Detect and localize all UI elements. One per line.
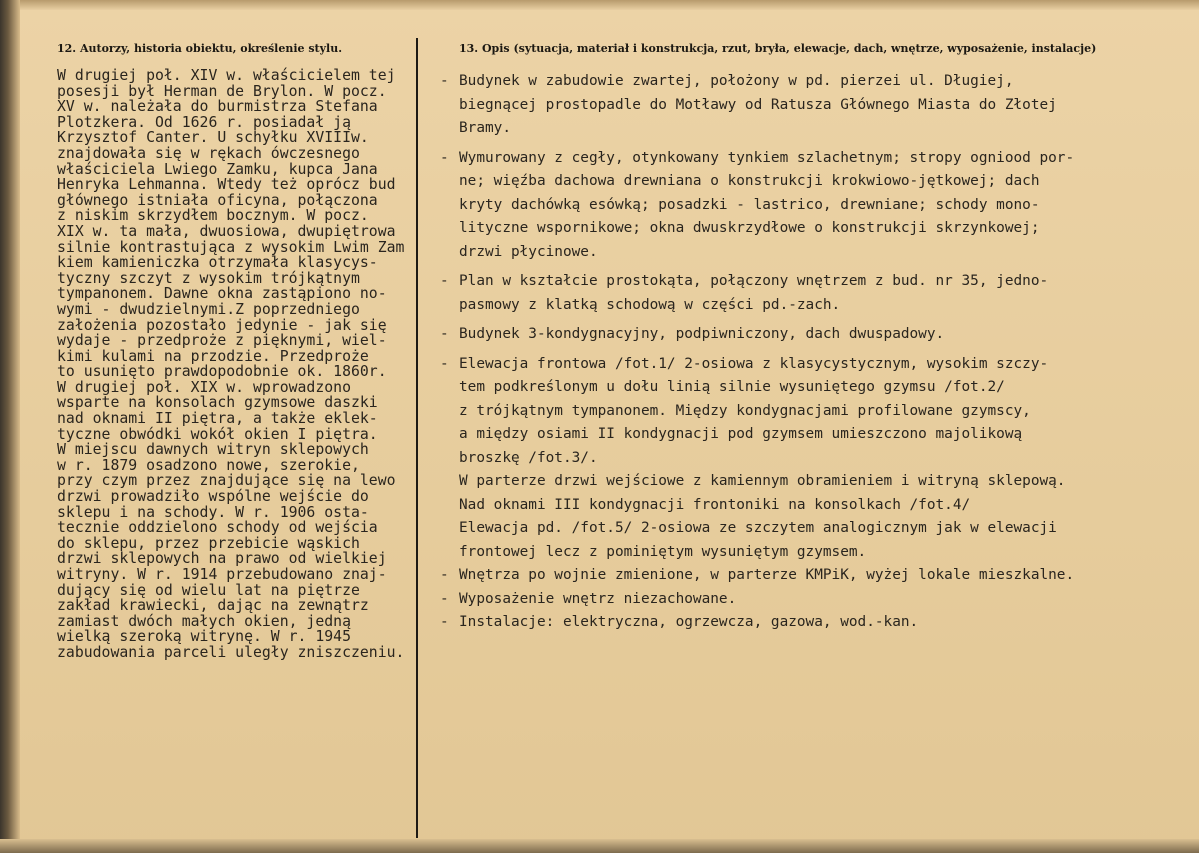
description-text-line	[440, 117, 1180, 141]
description-line-text: Budynek 3-kondygnacyjny, podpiwniczony, dach dwuspadowy.	[459, 326, 945, 342]
history-text-line: przy czym przez znajdujące się na lewo	[57, 472, 396, 490]
history-text-line: drzwi prowadziło wspólne wejście do	[57, 488, 369, 506]
history-text-line: W drugiej poł. XIX w. wprowadzono	[57, 378, 351, 396]
history-text-line: tyczne obwódki wokół okien I piętra.	[57, 425, 378, 443]
history-text-line: zamiast dwóch małych okien, jedną	[57, 612, 351, 630]
history-text-line: z niskim skrzydłem bocznym. W pocz.	[57, 207, 369, 225]
history-text-line: zakład krawiecki, dając na zewnątrz	[57, 597, 369, 615]
bullet-dash: -	[440, 614, 449, 630]
description-text-line	[440, 70, 1180, 94]
history-text-line: wydaje - przedproże z pięknymi, wiel-	[57, 332, 387, 350]
history-text-line: wielką szeroką witrynę. W r. 1945	[57, 628, 351, 646]
history-text-line: wymi - dwudzielnymi.Z poprzedniego	[57, 300, 360, 318]
bullet-dash: -	[440, 326, 449, 342]
history-text-column	[57, 68, 417, 661]
description-line-text: broszkę /fot.3/.	[459, 449, 598, 466]
history-text-line: wsparte na konsolach gzymsowe daszki	[57, 394, 378, 412]
description-line-text: Instalacje: elektryczna, ogrzewcza, gazowa, wod.-kan.	[459, 614, 919, 630]
description-line-text: Elewacja frontowa /fot.1/ 2-osiowa z klasycystycznym, wysokim szczy-	[459, 355, 1049, 372]
history-text-line: tyczny szczyt z wysokim trójkątnym	[57, 269, 360, 287]
history-text-line: nad oknami II piętra, a także eklek-	[57, 410, 378, 428]
description-line-text: Nad oknami III kondygnacji frontoniki na konsolkach /fot.4/	[459, 496, 971, 513]
description-text-line	[440, 517, 1180, 541]
paper-left-edge	[0, 0, 20, 853]
history-text-line: silnie kontrastująca z wysokim Lwim Zam	[57, 238, 405, 256]
history-text-line: znajdowała się w rękach ówczesnego	[57, 144, 360, 162]
history-text-line: Henryka Lehmanna. Wtedy też oprócz bud	[57, 176, 396, 194]
history-text-line: to usunięto prawdopodobnie ok. 1860r.	[57, 363, 387, 381]
description-text-line	[440, 270, 1180, 294]
description-line-text: drzwi płycinowe.	[459, 243, 598, 260]
description-text-column	[440, 70, 1180, 635]
description-text-line	[440, 588, 1180, 612]
description-text-line	[440, 470, 1180, 494]
description-line-text: z trójkątnym tympanonem. Między kondygnacjami profilowane gzymscy,	[459, 402, 1031, 419]
description-line-text: Wymurowany z cegły, otynkowany tynkiem szlachetnym; stropy ogniood por-	[459, 149, 1075, 166]
description-line-text: a między osiami II kondygnacji pod gzymsem umieszczono majolikową	[459, 426, 1023, 442]
description-text-line	[440, 353, 1180, 377]
bullet-dash: -	[440, 149, 449, 166]
history-text-line: założenia pozostało jedynie - jak się	[57, 316, 387, 334]
history-text-line: W miejscu dawnych witryn sklepowych	[57, 441, 369, 459]
description-text-line	[440, 147, 1180, 171]
history-text-line: witryny. W r. 1914 przebudowano znaj-	[57, 566, 387, 583]
description-line-text: kryty dachówką esówką; posadzki - lastrico, drewniane; schody mono-	[459, 196, 1040, 213]
description-text-line	[440, 241, 1180, 265]
section-13-heading: 13. Opis (sytuacja, materiał i konstrukcja, rzut, bryła, elewacje, dach, wnętrze, wyposażenie, instalacje)	[459, 42, 1097, 55]
bullet-dash: -	[440, 273, 449, 289]
description-text-line	[440, 447, 1180, 471]
description-text-line	[440, 400, 1180, 424]
bullet-dash: -	[440, 355, 449, 372]
paper-top-edge	[0, 0, 1199, 10]
description-line-text: Bramy.	[459, 120, 511, 136]
history-text-line: drzwi sklepowych na prawo od wielkiej	[57, 550, 387, 568]
description-text-line	[440, 170, 1180, 194]
description-text-line	[440, 611, 1180, 635]
history-text-line: W drugiej poł. XIV w. właścicielem tej	[57, 67, 396, 84]
description-text-line	[440, 294, 1180, 318]
bullet-dash: -	[440, 73, 449, 89]
history-text-line: sklepu i na schody. W r. 1906 osta-	[57, 503, 369, 521]
description-line-text: Wnętrza po wojnie zmienione, w parterze KMPiK, wyżej lokale mieszkalne.	[459, 567, 1075, 583]
history-text-line: XIX w. ta mała, dwuosiowa, dwupiętrowa	[57, 222, 396, 240]
history-text-line: zabudowania parceli uległy zniszczeniu.	[57, 643, 405, 661]
description-line-text: Plan w kształcie prostokąta, połączony wnętrzem z bud. nr 35, jedno-	[459, 273, 1049, 289]
history-text-line: XV w. należała do burmistrza Stefana	[57, 98, 378, 116]
description-line-text: Budynek w zabudowie zwartej, położony w pd. pierzei ul. Długiej,	[459, 73, 1014, 89]
description-text-line	[440, 494, 1180, 518]
description-text-line	[440, 323, 1180, 347]
description-line-text: Elewacja pd. /fot.5/ 2-osiowa ze szczytem analogicznym jak w elewacji	[459, 520, 1057, 536]
bullet-dash: -	[440, 590, 449, 607]
history-text-line: Krzysztof Canter. U schyłku XVIIIw.	[57, 129, 369, 147]
history-text-line: głównego istniała oficyna, połączona	[57, 191, 378, 209]
description-text-line	[440, 541, 1180, 565]
history-text-line: kiem kamieniczka otrzymała klasycys-	[57, 254, 378, 272]
description-line-text: ne; więźba dachowa drewniana o konstrukcji krokwiowo-jętkowej; dach	[459, 173, 1040, 189]
history-text-line: posesji był Herman de Brylon. W pocz.	[57, 82, 387, 100]
bullet-dash: -	[440, 567, 449, 583]
description-line-text: W parterze drzwi wejściowe z kamiennym obramieniem i witryną sklepową.	[459, 473, 1066, 489]
description-text-line	[440, 564, 1180, 588]
history-text-line: kimi kulami na przodzie. Przedproże	[57, 347, 369, 365]
description-line-text: pasmowy z klatką schodową w części pd.-zach.	[459, 296, 841, 313]
description-line-text: Wyposażenie wnętrz niezachowane.	[459, 590, 737, 607]
description-line-text: tem podkreślonym u dołu linią silnie wysuniętego gzymsu /fot.2/	[459, 379, 1005, 395]
description-text-line	[440, 423, 1180, 447]
paper-bottom-edge	[0, 839, 1199, 853]
history-text-line: tympanonem. Dawne okna zastąpiono no-	[57, 285, 387, 303]
history-text-line: Plotzkera. Od 1626 r. posiadał ją	[57, 113, 351, 131]
history-text-line: właściciela Lwiego Zamku, kupca Jana	[57, 160, 378, 178]
section-12-heading: 12. Autorzy, historia obiektu, określenie stylu.	[57, 42, 343, 55]
history-text-line: w r. 1879 osadzono nowe, szerokie,	[57, 456, 360, 474]
history-text-line: do sklepu, przez przebicie wąskich	[57, 534, 360, 552]
history-text-line: tecznie oddzielono schody od wejścia	[57, 519, 378, 537]
description-line-text: biegnącej prostopadle do Motławy od Ratusza Głównego Miasta do Złotej	[459, 96, 1057, 113]
description-text-line	[440, 376, 1180, 400]
description-text-line	[440, 94, 1180, 118]
history-text-line: dujący się od wielu lat na piętrze	[57, 581, 360, 599]
description-text-line	[440, 217, 1180, 241]
description-line-text: lityczne wspornikowe; okna dwuskrzydłowe o konstrukcji skrzynkowej;	[459, 220, 1040, 236]
description-line-text: frontowej lecz z pominiętym wysuniętym gzymsem.	[459, 543, 867, 560]
description-text-line	[440, 194, 1180, 218]
